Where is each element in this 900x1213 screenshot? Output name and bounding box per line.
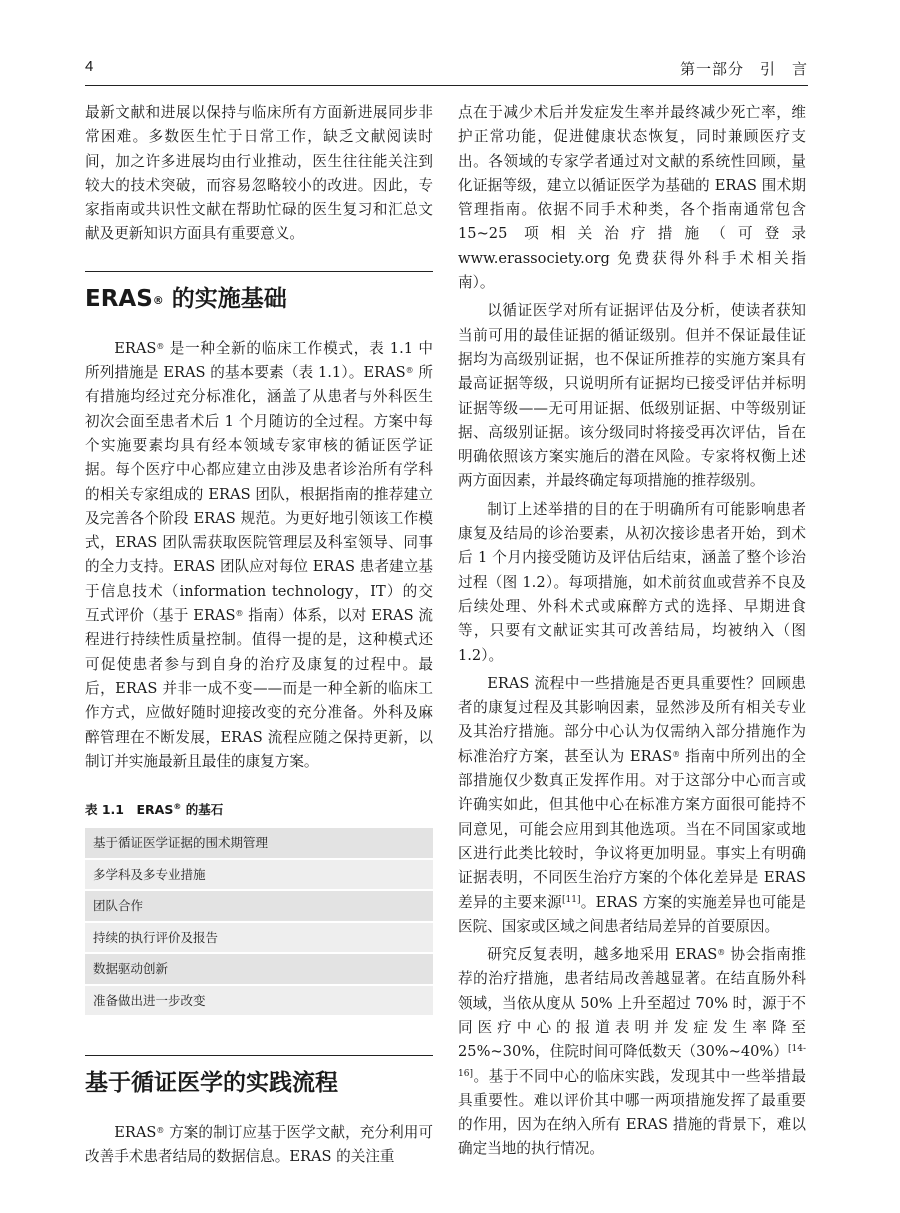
section-title-eras-foundation: ERAS® 的实施基础	[85, 285, 287, 312]
section-eras-foundation	[85, 271, 433, 337]
paragraph: 制订上述举措的目的在于明确所有可能影响患者康复及结局的诊治要素，从初次接诊患者开始，到术后 1 个月内接受随访及评估后结束，涵盖了整个诊治过程（图 1.2）。每项措施，如术前贫血或营养不良及后续处理、外科术式或麻醉方式的选择、早期进食等，只要有文献证实其可改善结局，均被纳入（图 1.2）。	[458, 500, 806, 664]
paragraph: 以循证医学对所有证据评估及分析，使读者获知当前可用的最佳证据的循证级别。但并不保证最佳证据均为高级别证据，也不保证所推荐的实施方案具有最高证据等级，只说明所有证据均已接受评估并标明证据等级——无可用证据、低级别证据、中等级别证据、高级别证据。该分级同时将接受再次评估，旨在明确依照该方案实施后的潜在风险。专家将权衡上述两方面因素，并最终确定每项措施的推荐级别。	[458, 302, 806, 490]
eras-cornerstones-table	[85, 828, 433, 1015]
left-column	[85, 101, 433, 1170]
paragraph: 研究反复表明，越多地采用 ERAS® 协会指南推荐的治疗措施，患者结局改善越显著。在结直肠外科领域，当依从度从 50% 上升至超过 70% 时，源于不同医疗中心的报道表明并发症发生率降至 25%~30%，住院时间可降低数天（30%~40%）[14-16]。基于不同中心的临床实践，发现其中一些举措最具重要性。难以评价其中哪一两项措施发挥了最重要的作用，因为在纳入所有 ERAS 措施的背景下，难以确定当地的执行情况。	[458, 946, 806, 1158]
running-head: 第一部分 引 言	[679, 60, 808, 78]
section-title-evidence-based: 基于循证医学的实践流程	[85, 1070, 338, 1097]
citation: [11]	[562, 894, 581, 905]
table-row: 持续的执行评价及报告	[85, 923, 433, 953]
page-header	[85, 56, 808, 86]
table-row: 数据驱动创新	[85, 954, 433, 984]
eras-foundation-paragraph: ERAS® 是一种全新的临床工作模式，表 1.1 中所列措施是 ERAS 的基本要素（表 1.1）。ERAS® 所有措施均经过充分标准化，涵盖了从患者与外科医生初次会面至患者术后 1 个月随访的全过程。方案中每个实施要素均具有经本领域专家审核的循证医学证据。每个医疗中心都应建立由涉及患者诊治所有学科的相关专家组成的 ERAS 团队，根据指南的推荐建立及完善各个阶段 ERAS 规范。为更好地引领该工作模式，ERAS 团队需获取医院管理层及科室领导、同事的全力支持。ERAS 团队应对每位 ERAS 患者建立基于信息技术（information technology，IT）的交互式评价（基于 ERAS® 指南）体系，以对 ERAS 流程进行持续性质量控制。值得一提的是，这种模式还可促使患者参与到自身的治疗及康复的过程中。最后，ERAS 并非一成不变——而是一种全新的临床工作方式，应做好随时迎接改变的充分准备。外科及麻醉管理在不断发展，ERAS 流程应随之保持更新，以制订并实施最新且最佳的康复方案。	[85, 339, 434, 770]
citation: [14-16]	[458, 1044, 806, 1079]
intro-paragraph: 最新文献和进展以保持与临床所有方面新进展同步非常困难。多数医生忙于日常工作，缺乏文献阅读时间，加之许多进展均由行业推动，医生往往能关注到较大的技术突破，而容易忽略较小的改进。因此，专家指南或共识性文献在帮助忙碌的医生复习和汇总文献及更新知识方面具有重要意义。	[85, 104, 433, 243]
section-evidence-based	[85, 1055, 433, 1121]
table-row: 基于循证医学证据的围术期管理	[85, 828, 433, 858]
table-row: 准备做出进一步改变	[85, 986, 433, 1016]
table-row: 多学科及多专业措施	[85, 860, 433, 890]
paragraph: 点在于减少术后并发症发生率并最终减少死亡率，维护正常功能，促进健康状态恢复，同时兼顾医疗支出。各领域的专家学者通过对文献的系统性回顾，量化证据等级，建立以循证医学为基础的 ERAS 围术期管理指南。依据不同手术种类，各个指南通常包含 15~25 项相关治疗措施（可登录 www.erassociety.org 免费获得外科手术相关指南）。	[458, 104, 806, 292]
right-column	[458, 101, 806, 1162]
page-number: 4	[85, 58, 94, 75]
paragraph: ERAS 流程中一些措施是否更具重要性？回顾患者的康复过程及其影响因素，显然涉及所有相关专业及其治疗措施。部分中心认为仅需纳入部分措施作为标准治疗方案，甚至认为 ERAS® 指南中所列出的全部措施仅少数真正发挥作用。对于这部分中心而言或许确实如此，但其他中心在标准方案方面很可能持不同意见，可能会应用到其他选项。当在不同国家或地区进行此类比较时，争议将更加明显。事实上有明确证据表明，不同医生治疗方案的个体化差异是 ERAS 差异的主要来源[11]。ERAS 方案的实施差异也可能是医院、国家或区域之间患者结局差异的首要原因。	[458, 674, 806, 935]
evidence-based-paragraph: ERAS® 方案的制订应基于医学文献，充分利用可改善手术患者结局的数据信息。ERAS 的关注重	[85, 1124, 433, 1166]
table-row: 团队合作	[85, 891, 433, 921]
table-caption: 表 1.1 ERAS® 的基石	[85, 801, 224, 818]
